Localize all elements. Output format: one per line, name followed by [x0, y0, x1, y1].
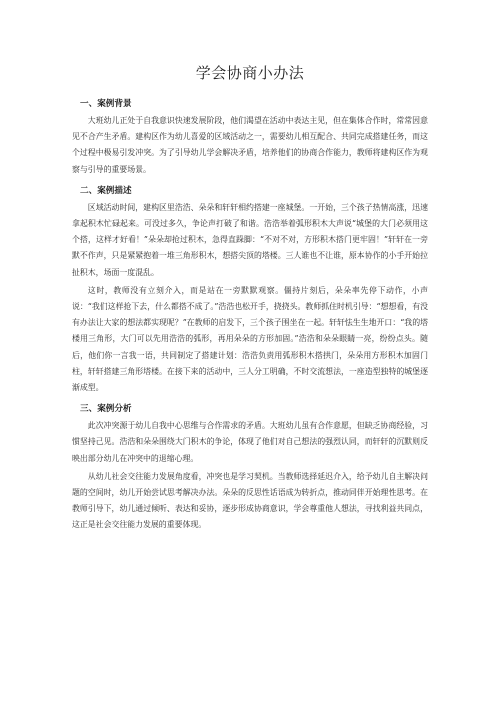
- paragraph: 从幼儿社会交往能力发展角度看，冲突也是学习契机。当教师选择延迟介入，给予幼儿自主解决问题的空间时，幼儿开始尝试思考解决办法。朵朵的反思性话语成为转折点，推动同伴开始理性思考。在教师引导下，幼儿通过倾听、表达和妥协，逐步形成协商意识，学会尊重他人想法，寻找利益共同点，这正是社会交往能力发展的重要体现。: [72, 471, 428, 530]
- section-heading: 一、案例背景: [80, 99, 132, 109]
- section-description: [72, 184, 428, 396]
- section-heading: 二、案例描述: [80, 185, 132, 196]
- section-heading: 三、案例分析: [80, 404, 132, 415]
- document-title: 学会协商小办法: [195, 64, 305, 82]
- paragraph: 此次冲突源于幼儿自我中心思维与合作需求的矛盾。大班幼儿虽有合作意愿，但缺乏协商经验，习惯坚持己见。浩浩和朵朵围绕大门积木的争论，体现了他们对自己想法的强烈认同，而轩轩的沉默则反映出部分幼儿在冲突中的退缩心理。: [72, 421, 428, 463]
- document-page: [72, 62, 428, 536]
- section-background: [72, 97, 428, 178]
- paragraph: 区域活动时间，建构区里浩浩、朵朵和轩轩相约搭建一座城堡。一开始，三个孩子热情高涨，迅速拿起积木忙碌起来。可没过多久，争论声打破了和谐。浩浩举着弧形积木大声说“城堡的大门必须用这个搭，这样才好看！”朵朵却抢过积木，急得直跺脚：“不对不对，方形积木搭门更牢固！”轩轩在一旁默不作声，只是紧紧抱着一堆三角形积木，想搭尖顶的塔楼。三人谁也不让谁，原本协作的小手开始拉扯积木，场面一度混乱。: [72, 202, 428, 277]
- paragraph: 大班幼儿正处于自我意识快速发展阶段，他们渴望在活动中表达主见，但在集体合作时，常常因意见不合产生矛盾。建构区作为幼儿喜爱的区域活动之一，需要幼儿相互配合、共同完成搭建任务，而这个过程中极易引发冲突。为了引导幼儿学会解决矛盾，培养他们的协商合作能力，教师将建构区作为观察与引导的重要场景。: [72, 116, 428, 174]
- paragraph: 这时，教师没有立刻介入，而是站在一旁默默观察。僵持片刻后，朵朵率先停下动作，小声说：“我们这样抢下去，什么都搭不成了。”浩浩也松开手，挠挠头。教师抓住时机引导：“想想看，有没有办法让大家的想法都实现呢？”在教师的启发下，三个孩子围坐在一起。轩轩怯生生地开口：“我的塔楼用三角形，大门可以先用浩浩的弧形，再用朵朵的方形加固。”浩浩和朵朵眼睛一亮，纷纷点头。随后，他们你一言我一语，共同制定了搭建计划：浩浩负责用弧形积木搭拱门，朵朵用方形积木加固门柱，轩轩搭建三角形塔楼。在接下来的活动中，三人分工明确，不时交流想法，一座造型独特的城堡逐渐成型。: [72, 285, 428, 393]
- section-analysis: [72, 402, 428, 533]
